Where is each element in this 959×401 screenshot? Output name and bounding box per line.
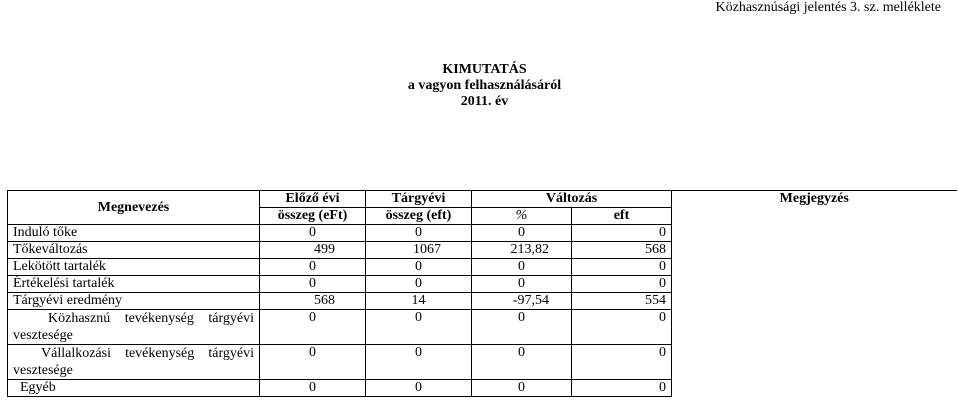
table-row	[8, 276, 957, 293]
row-note	[672, 293, 957, 310]
row-note	[672, 242, 957, 259]
row-eft: 0	[572, 276, 672, 293]
header-name: Megnevezés	[8, 191, 260, 225]
header-curr-1: Tárgyévi	[366, 191, 472, 208]
row-note	[672, 345, 957, 380]
report-title	[0, 62, 959, 110]
row-name-line-1: Közhasznú tevékenység tárgyévi	[48, 311, 254, 326]
row-note	[672, 276, 957, 293]
table-row	[8, 380, 957, 397]
row-curr: 0	[366, 276, 472, 293]
row-name-line-2: vesztesége	[13, 328, 73, 343]
row-prev: 0	[260, 310, 366, 345]
row-name: Tőkeváltozás	[8, 242, 260, 259]
row-curr: 0	[366, 310, 472, 345]
table-row	[8, 293, 957, 310]
row-curr: 0	[366, 345, 472, 380]
asset-usage-table	[7, 190, 957, 397]
row-prev: 568	[260, 293, 366, 310]
table-row	[8, 259, 957, 276]
row-prev: 0	[260, 259, 366, 276]
title-line-1: KIMUTATÁS	[442, 62, 527, 77]
row-curr: 1067	[366, 242, 472, 259]
row-eft: 554	[572, 293, 672, 310]
row-name: Tárgyévi eredmény	[8, 293, 260, 310]
row-prev: 499	[260, 242, 366, 259]
row-note	[672, 259, 957, 276]
table-row	[8, 310, 957, 345]
row-note	[672, 310, 957, 345]
header-note: Megjegyzés	[672, 191, 957, 225]
header-change-pct: %	[472, 208, 572, 225]
row-curr: 14	[366, 293, 472, 310]
row-pct: 0	[472, 345, 572, 380]
row-name: Lekötött tartalék	[8, 259, 260, 276]
header-prev-2: összeg (eFt)	[260, 208, 366, 225]
row-name-line-1: Vállalkozási tevékenység tárgyévi	[41, 346, 254, 361]
row-prev: 0	[260, 380, 366, 397]
row-prev: 0	[260, 225, 366, 242]
row-pct: 0	[472, 225, 572, 242]
row-eft: 0	[572, 225, 672, 242]
row-name: Egyéb	[8, 380, 260, 397]
row-curr: 0	[366, 380, 472, 397]
row-eft: 0	[572, 380, 672, 397]
row-pct: 0	[472, 380, 572, 397]
row-prev: 0	[260, 276, 366, 293]
row-eft: 0	[572, 345, 672, 380]
row-name-line-2: vesztesége	[13, 363, 73, 378]
row-eft: 0	[572, 310, 672, 345]
row-name	[8, 310, 260, 345]
row-prev: 0	[260, 345, 366, 380]
row-pct: 213,82	[472, 242, 572, 259]
row-curr: 0	[366, 259, 472, 276]
row-pct: 0	[472, 310, 572, 345]
row-name	[8, 345, 260, 380]
header-row-1	[8, 191, 957, 208]
annex-label: Közhasznúsági jelentés 3. sz. melléklete	[715, 0, 941, 15]
table-row	[8, 345, 957, 380]
table-row	[8, 242, 957, 259]
title-line-2: a vagyon felhasználásáról	[407, 78, 562, 93]
row-curr: 0	[366, 225, 472, 242]
title-line-3: 2011. év	[460, 94, 509, 109]
row-pct: 0	[472, 276, 572, 293]
header-prev-1: Előző évi	[260, 191, 366, 208]
table-row	[8, 225, 957, 242]
row-name: Induló tőke	[8, 225, 260, 242]
header-curr-2: összeg (eft)	[366, 208, 472, 225]
header-change-eft: eft	[572, 208, 672, 225]
row-pct: 0	[472, 259, 572, 276]
row-eft: 568	[572, 242, 672, 259]
header-change: Változás	[472, 191, 672, 208]
row-note	[672, 380, 957, 397]
row-eft: 0	[572, 259, 672, 276]
row-note	[672, 225, 957, 242]
row-pct: -97,54	[472, 293, 572, 310]
row-name: Értékelési tartalék	[8, 276, 260, 293]
